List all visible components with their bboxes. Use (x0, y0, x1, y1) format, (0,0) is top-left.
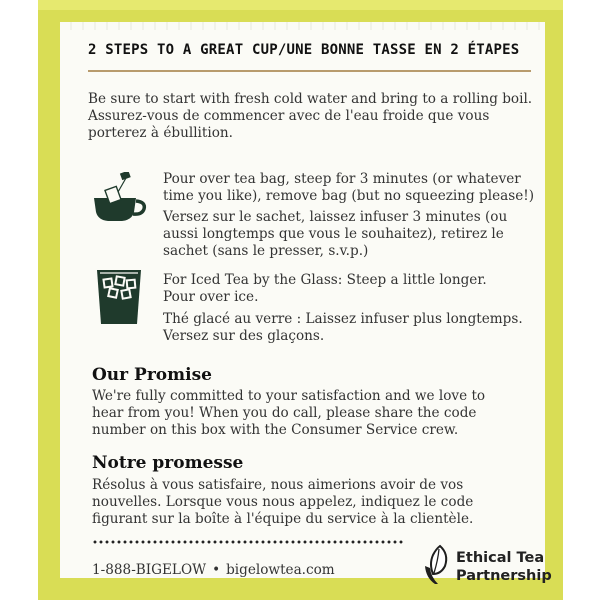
instructions-panel (60, 22, 552, 584)
steps-heading: 2 STEPS TO A GREAT CUP/UNE BONNE TASSE EN 2 ÉTAPES (88, 42, 520, 58)
etp-line: Partnership (456, 568, 552, 584)
step2-en-line: For Iced Tea by the Glass: Steep a little longer. (163, 272, 487, 288)
step1-fr-line: aussi longtemps que vous le souhaitez), retirez le (163, 226, 504, 243)
website-link[interactable]: bigelowtea.com (226, 562, 335, 578)
ethical-tea-partnership-label (456, 549, 552, 585)
step2-french (163, 311, 543, 345)
intro-text (88, 91, 538, 143)
intro-line: Be sure to start with fresh cold water and bring to a rolling boil. (88, 91, 533, 107)
step2-english (163, 272, 543, 306)
phone-number[interactable]: 1-888-BIGELOW (92, 562, 207, 578)
heading-rule (88, 70, 531, 72)
promesse-line: nouvelles. Lorsque vous nous appelez, indiquez le code (92, 494, 474, 511)
our-promise-title: Our Promise (92, 365, 212, 385)
step1-english (163, 171, 543, 205)
promesse-line: Résolus à vous satisfaire, nous aimerions avoir de vos (92, 477, 464, 493)
notre-promesse-body (92, 477, 542, 529)
step2-en-line: Pour over ice. (163, 289, 259, 306)
footer-contact (92, 562, 335, 578)
etp-line: Ethical Tea (456, 550, 545, 566)
iced-glass-icon (94, 268, 144, 326)
promise-line: number on this box with the Consumer Service crew. (92, 422, 459, 439)
leaf-hand-icon (423, 544, 451, 586)
bullet-separator: • (212, 562, 221, 578)
promise-line: We're fully committed to your satisfaction and we love to (92, 388, 486, 404)
step1-fr-line: Versez sur le sachet, laissez infuser 3 minutes (ou (163, 209, 508, 225)
step1-fr-line: sachet (sans le presser, s.v.p.) (163, 243, 369, 260)
step1-french (163, 209, 543, 261)
promise-line: hear from you! When you do call, please share the code (92, 405, 477, 422)
promesse-line: figurant sur la boîte à l'équipe du service à la clientèle. (92, 511, 474, 528)
intro-line: porterez à ébullition. (88, 125, 233, 142)
box-top-strip (38, 0, 563, 10)
step1-en-line: Pour over tea bag, steep for 3 minutes (or whatever (163, 171, 521, 187)
dotted-divider (92, 540, 405, 544)
step2-fr-line: Versez sur des glaçons. (163, 328, 325, 345)
intro-line: Assurez-vous de commencer avec de l'eau froide que vous (88, 108, 490, 125)
step2-fr-line: Thé glacé au verre : Laissez infuser plus longtemps. (163, 311, 523, 327)
notre-promesse-title: Notre promesse (92, 453, 244, 473)
our-promise-body (92, 388, 542, 440)
tea-cup-icon (90, 172, 148, 224)
step1-en-line: time you like), remove bag (but no squeezing please!) (163, 188, 535, 205)
